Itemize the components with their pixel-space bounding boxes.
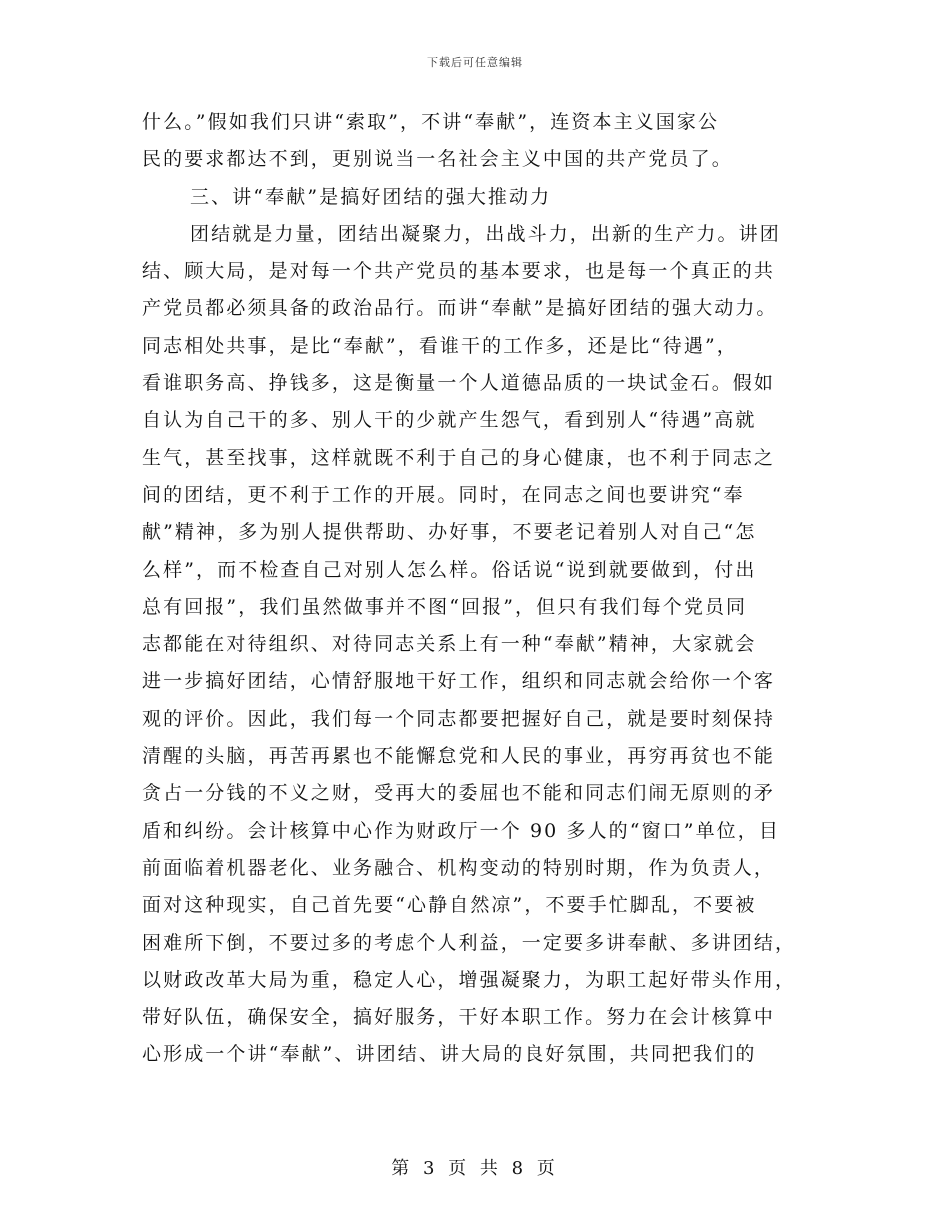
text-line: 总有回报”，我们虽然做事并不图“回报”，但只有我们每个党员同 xyxy=(142,595,748,618)
text-line: 同志相处共事，是比“奉献”，看谁干的工作多，还是比“待遇”， xyxy=(142,334,738,357)
paragraph-start: 团结就是力量，团结出凝聚力，出战斗力，出新的生产力。讲团 xyxy=(190,222,781,245)
text-line: 盾和纠纷。会计核算中心作为财政厅一个 90 多人的“窗口”单位，目 xyxy=(142,819,780,842)
text-line: 生气，甚至找事，这样就既不利于自己的身心健康，也不利于同志之 xyxy=(142,446,776,469)
section-heading: 三、讲“奉献”是搞好团结的强大推动力 xyxy=(190,185,552,208)
text-line: 前面临着机器老化、业务融合、机构变动的特别时期，作为负责人， xyxy=(142,856,776,879)
page-header: 下载后可任意编辑 xyxy=(427,56,523,69)
text-line: 带好队伍，确保安全，搞好服务，干好本职工作。努力在会计核算中 xyxy=(142,1006,776,1029)
text-line: 进一步搞好团结，心情舒服地干好工作，组织和同志就会给你一个客 xyxy=(142,670,776,693)
text-line: 面对这种现实，自己首先要“心静自然凉”，不要手忙脚乱，不要被 xyxy=(142,894,757,917)
text-line: 民的要求都达不到，更别说当一名社会主义中国的共产党员了。 xyxy=(142,148,733,171)
page-number: 第 3 页 共 8 页 xyxy=(391,1158,559,1179)
text-line: 献”精神，多为别人提供帮助、办好事，不要老记着别人对自己“怎 xyxy=(142,521,757,544)
text-line: 清醒的头脑，再苦再累也不能懈怠党和人民的事业，再穷再贫也不能 xyxy=(142,745,776,768)
text-line: 看谁职务高、挣钱多，这是衡量一个人道德品质的一块试金石。假如 xyxy=(142,372,776,395)
text-line: 么样”，而不检查自己对别人怎么样。俗话说“说到就要做到，付出 xyxy=(142,558,757,581)
text-line: 观的评价。因此，我们每一个同志都要把握好自己，就是要时刻保持 xyxy=(142,707,776,730)
text-line: 什么。”假如我们只讲“索取”，不讲“奉献”，连资本主义国家公 xyxy=(142,111,720,133)
text-line: 贪占一分钱的不义之财，受再大的委屈也不能和同志们闹无原则的矛 xyxy=(142,782,776,805)
text-line: 产党员都必须具备的政治品行。而讲“奉献”是搞好团结的强大动力。 xyxy=(142,297,778,320)
text-line: 以财政改革大局为重，稳定人心，增强凝聚力，为职工起好带头作用， xyxy=(142,968,797,991)
text-line: 心形成一个讲“奉献”、讲团结、讲大局的良好氛围，共同把我们的 xyxy=(142,1043,757,1066)
text-line: 困难所下倒，不要过多的考虑个人利益，一定要多讲奉献、多讲团结， xyxy=(142,931,797,954)
text-line: 结、顾大局，是对每一个共产党员的基本要求，也是每一个真正的共 xyxy=(142,260,776,283)
document-body xyxy=(142,104,808,1074)
text-line: 间的团结，更不利于工作的开展。同时，在同志之间也要讲究“奉 xyxy=(142,483,745,506)
text-line: 志都能在对待组织、对待同志关系上有一种“奉献”精神，大家就会 xyxy=(142,633,757,656)
text-line: 自认为自己干的多、别人干的少就产生怨气，看到别人“待遇”高就 xyxy=(142,409,757,432)
